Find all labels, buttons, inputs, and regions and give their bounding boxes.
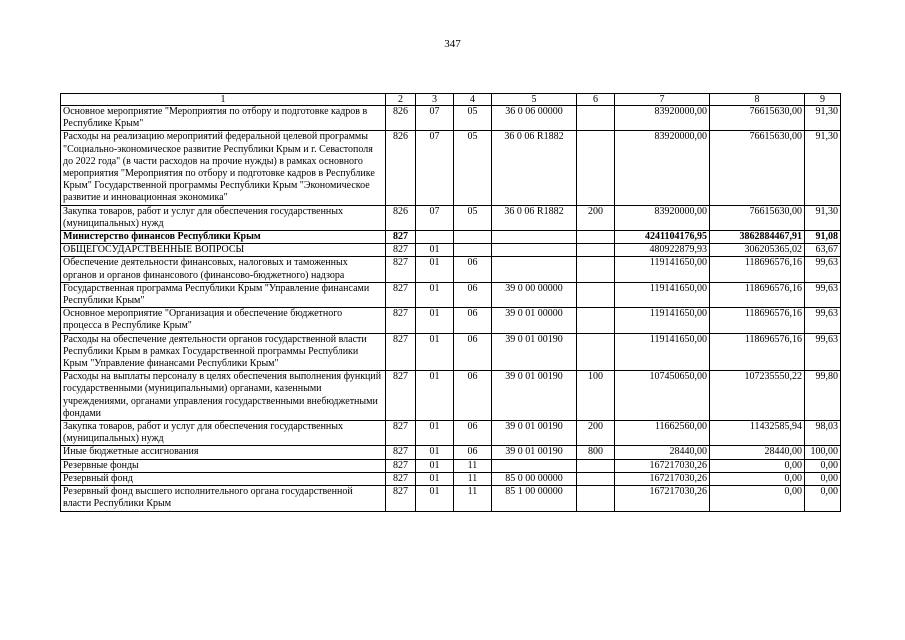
- column-header: 1: [61, 94, 386, 106]
- table-cell: 01: [416, 472, 454, 485]
- table-cell: [577, 131, 615, 205]
- table-cell: 11: [454, 486, 492, 511]
- table-cell: [577, 257, 615, 282]
- table-cell: Расходы на выплаты персоналу в целях обеспечения выполнения функций государственными (муниципальными) органами, казенными учреждениями, органами управления государственными внебюджетными фондами: [61, 371, 386, 421]
- table-cell: 200: [577, 205, 615, 230]
- table-cell: [577, 459, 615, 472]
- column-header: 7: [615, 94, 710, 106]
- column-header: 5: [492, 94, 577, 106]
- table-cell: Закупка товаров, работ и услуг для обеспечения государственных (муниципальных) нужд: [61, 205, 386, 230]
- table-cell: 76615630,00: [710, 131, 805, 205]
- table-cell: [577, 106, 615, 131]
- table-cell: 76615630,00: [710, 205, 805, 230]
- table-cell: 06: [454, 308, 492, 333]
- table-cell: 91,30: [805, 106, 841, 131]
- table-cell: 827: [386, 244, 416, 257]
- table-row: [61, 333, 841, 371]
- table-cell: 4241104176,95: [615, 231, 710, 244]
- table-cell: Резервный фонд высшего исполнительного органа государственной власти Республики Крым: [61, 486, 386, 511]
- table-cell: 99,80: [805, 371, 841, 421]
- table-cell: 83920000,00: [615, 106, 710, 131]
- table-cell: 480922879,93: [615, 244, 710, 257]
- table-cell: 01: [416, 459, 454, 472]
- table-cell: 119141650,00: [615, 308, 710, 333]
- table-cell: 119141650,00: [615, 333, 710, 371]
- table-row: [61, 486, 841, 511]
- table-cell: 39 0 01 00190: [492, 371, 577, 421]
- column-header: 9: [805, 94, 841, 106]
- table-cell: 167217030,26: [615, 486, 710, 511]
- column-header: 6: [577, 94, 615, 106]
- table-cell: 11: [454, 459, 492, 472]
- table-cell: 01: [416, 446, 454, 459]
- table-cell: 01: [416, 282, 454, 307]
- table-cell: 827: [386, 231, 416, 244]
- table-cell: 99,63: [805, 257, 841, 282]
- table-cell: 11662560,00: [615, 421, 710, 446]
- table-cell: [577, 231, 615, 244]
- page-number: 347: [444, 38, 461, 50]
- table-cell: 118696576,16: [710, 282, 805, 307]
- table-row: [61, 231, 841, 244]
- table-cell: 85 0 00 00000: [492, 472, 577, 485]
- table-cell: ОБЩЕГОСУДАРСТВЕННЫЕ ВОПРОСЫ: [61, 244, 386, 257]
- table-cell: Резервный фонд: [61, 472, 386, 485]
- table-cell: 06: [454, 257, 492, 282]
- table-cell: 99,63: [805, 333, 841, 371]
- table-cell: 200: [577, 421, 615, 446]
- table-cell: Обеспечение деятельности финансовых, налоговых и таможенных органов и органов финансового (финансово-бюджетного) надзора: [61, 257, 386, 282]
- table-cell: 05: [454, 106, 492, 131]
- table-cell: [454, 244, 492, 257]
- table-cell: 0,00: [805, 486, 841, 511]
- column-header: 2: [386, 94, 416, 106]
- table-cell: 11: [454, 472, 492, 485]
- table-cell: 118696576,16: [710, 257, 805, 282]
- table-row: [61, 131, 841, 205]
- table-cell: [577, 244, 615, 257]
- table-cell: 91,08: [805, 231, 841, 244]
- table-cell: 07: [416, 106, 454, 131]
- table-cell: 0,00: [710, 486, 805, 511]
- table-cell: 118696576,16: [710, 333, 805, 371]
- table-cell: 06: [454, 446, 492, 459]
- table-cell: 826: [386, 131, 416, 205]
- table-cell: Государственная программа Республики Крым "Управление финансами Республики Крым": [61, 282, 386, 307]
- table-cell: 39 0 01 00190: [492, 333, 577, 371]
- table-cell: [577, 472, 615, 485]
- table-cell: 05: [454, 131, 492, 205]
- table-cell: 11432585,94: [710, 421, 805, 446]
- table-cell: 01: [416, 244, 454, 257]
- table-cell: 99,63: [805, 308, 841, 333]
- column-header: 3: [416, 94, 454, 106]
- table-cell: 85 1 00 00000: [492, 486, 577, 511]
- table-cell: 76615630,00: [710, 106, 805, 131]
- table-cell: 83920000,00: [615, 131, 710, 205]
- table-cell: 100,00: [805, 446, 841, 459]
- table-cell: 118696576,16: [710, 308, 805, 333]
- table-cell: 91,30: [805, 205, 841, 230]
- table-cell: 306205365,02: [710, 244, 805, 257]
- table-row: [61, 244, 841, 257]
- table-cell: 06: [454, 421, 492, 446]
- table-cell: 36 0 06 R1882: [492, 131, 577, 205]
- table-header-row: [61, 94, 841, 106]
- table-cell: [492, 257, 577, 282]
- table-cell: 98,03: [805, 421, 841, 446]
- table-row: [61, 446, 841, 459]
- table-cell: Иные бюджетные ассигнования: [61, 446, 386, 459]
- table-cell: 827: [386, 371, 416, 421]
- column-header: 8: [710, 94, 805, 106]
- table-cell: 36 0 06 R1882: [492, 205, 577, 230]
- table-cell: 36 0 06 00000: [492, 106, 577, 131]
- table-cell: Закупка товаров, работ и услуг для обеспечения государственных (муниципальных) нужд: [61, 421, 386, 446]
- table-row: [61, 421, 841, 446]
- table-cell: Основное мероприятие "Мероприятия по отбору и подготовке кадров в Республике Крым": [61, 106, 386, 131]
- table-cell: 827: [386, 486, 416, 511]
- table-row: [61, 472, 841, 485]
- table-cell: 91,30: [805, 131, 841, 205]
- table-row: [61, 205, 841, 230]
- table-row: [61, 282, 841, 307]
- table-cell: 0,00: [710, 459, 805, 472]
- table-cell: 0,00: [805, 472, 841, 485]
- table-cell: 06: [454, 371, 492, 421]
- table-cell: 826: [386, 106, 416, 131]
- table-cell: Министерство финансов Республики Крым: [61, 231, 386, 244]
- table-row: [61, 459, 841, 472]
- table-cell: 06: [454, 282, 492, 307]
- table-cell: 100: [577, 371, 615, 421]
- table-cell: [577, 486, 615, 511]
- budget-table: [60, 93, 841, 512]
- table-cell: [454, 231, 492, 244]
- table-cell: 05: [454, 205, 492, 230]
- table-cell: [577, 333, 615, 371]
- table-cell: 01: [416, 333, 454, 371]
- table-cell: Расходы на реализацию мероприятий федеральной целевой программы "Социально-экономическое развитие Республики Крым и г. Севастополя до 2022 года" (в части расходов на прочие нужды) в рамках основного мероприятия "Мероприятия по отбору и подготовке кадров в Республике Крым" Государственной программы Республики Крым "Экономическое развитие и инновационная экономика": [61, 131, 386, 205]
- table-cell: 107450650,00: [615, 371, 710, 421]
- table-cell: [577, 282, 615, 307]
- table-cell: 3862884467,91: [710, 231, 805, 244]
- table-cell: 827: [386, 446, 416, 459]
- table-cell: 01: [416, 421, 454, 446]
- table-cell: 0,00: [805, 459, 841, 472]
- table-cell: [492, 244, 577, 257]
- table-cell: 827: [386, 459, 416, 472]
- table-cell: 83920000,00: [615, 205, 710, 230]
- table-cell: 01: [416, 371, 454, 421]
- table-cell: 28440,00: [615, 446, 710, 459]
- table-cell: 28440,00: [710, 446, 805, 459]
- table-cell: [416, 231, 454, 244]
- table-cell: 119141650,00: [615, 257, 710, 282]
- table-cell: 06: [454, 333, 492, 371]
- table-cell: Резервные фонды: [61, 459, 386, 472]
- table-cell: 01: [416, 257, 454, 282]
- table-row: [61, 257, 841, 282]
- table-cell: 827: [386, 257, 416, 282]
- table-cell: Расходы на обеспечение деятельности органов государственной власти Республики Крым в рамках Государственной программы Республики Крым "Управление финансами Республики Крым": [61, 333, 386, 371]
- table-cell: 107235550,22: [710, 371, 805, 421]
- table-row: [61, 106, 841, 131]
- table-cell: 39 0 01 00190: [492, 421, 577, 446]
- table-cell: 01: [416, 308, 454, 333]
- table-cell: 39 0 01 00190: [492, 446, 577, 459]
- table-cell: 800: [577, 446, 615, 459]
- table-cell: 827: [386, 333, 416, 371]
- table-cell: 07: [416, 205, 454, 230]
- table-cell: [492, 459, 577, 472]
- table-cell: 0,00: [710, 472, 805, 485]
- table-cell: 07: [416, 131, 454, 205]
- table-cell: Основное мероприятие "Организация и обеспечение бюджетного процесса в Республике Крым": [61, 308, 386, 333]
- table-cell: [492, 231, 577, 244]
- table-cell: 826: [386, 205, 416, 230]
- table-cell: [577, 308, 615, 333]
- table-cell: 119141650,00: [615, 282, 710, 307]
- table-row: [61, 308, 841, 333]
- table-cell: 167217030,26: [615, 459, 710, 472]
- table-cell: 167217030,26: [615, 472, 710, 485]
- table-cell: 39 0 00 00000: [492, 282, 577, 307]
- table-cell: 827: [386, 282, 416, 307]
- column-header: 4: [454, 94, 492, 106]
- table-cell: 827: [386, 421, 416, 446]
- table-row: [61, 371, 841, 421]
- table-cell: 99,63: [805, 282, 841, 307]
- table-cell: 827: [386, 308, 416, 333]
- table-cell: 01: [416, 486, 454, 511]
- table-cell: 39 0 01 00000: [492, 308, 577, 333]
- table-cell: 63,67: [805, 244, 841, 257]
- table-cell: 827: [386, 472, 416, 485]
